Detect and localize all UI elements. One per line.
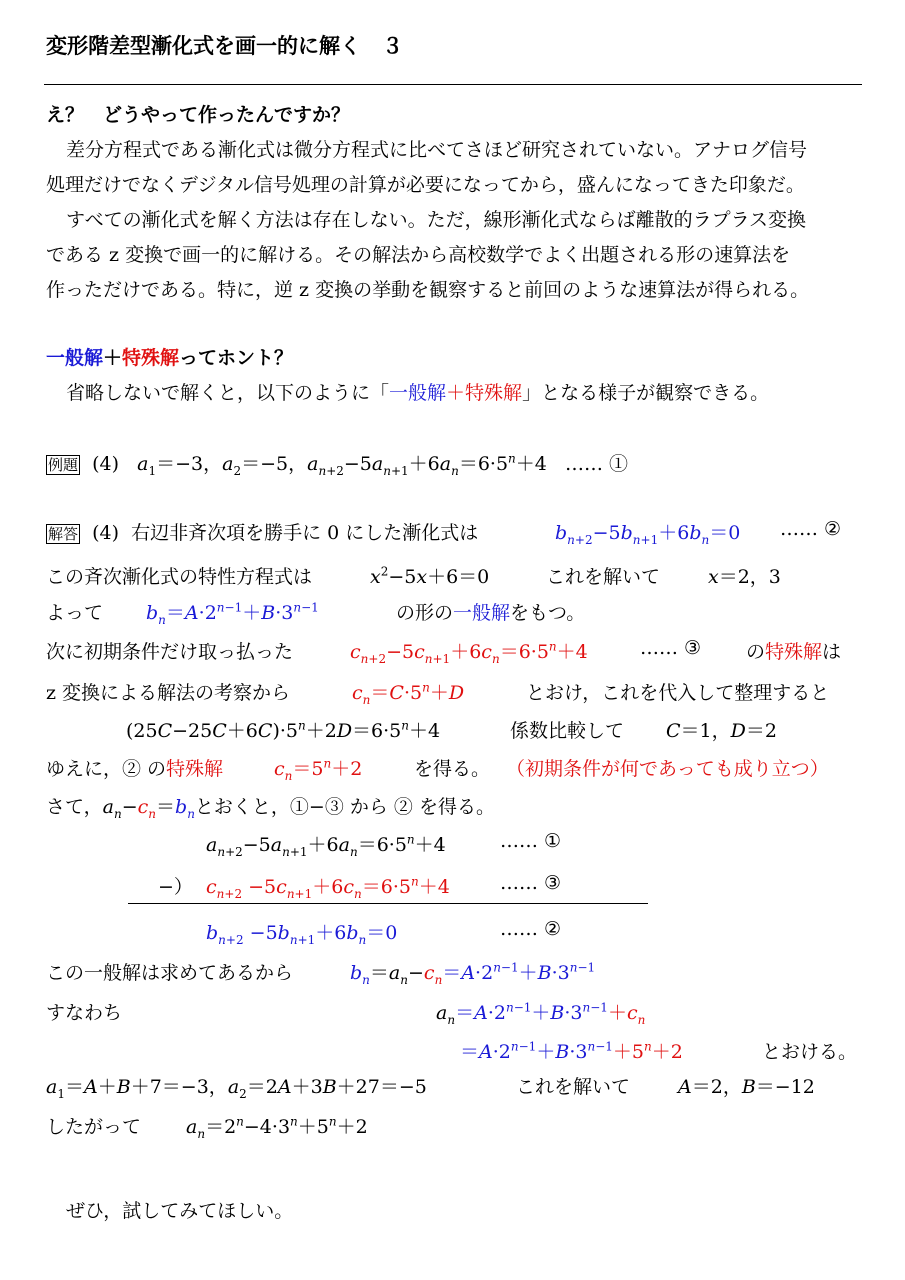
section2-heading: [46, 343, 293, 370]
solution-line2-text: この斉次漸化式の特性方程式は: [46, 566, 313, 588]
closing-remark: ぜひ，試してみてほしい。: [66, 1200, 294, 1222]
solution-line2-text2: これを解いて: [546, 566, 661, 588]
column-eq-2: $b_{n+2} -5b_{n+1}+6b_n=0$: [206, 922, 398, 947]
example-equation: $a_1=-3$，$a_2=-5$，$a_{n+2}-5a_{n+1}+6a_n=6\cdot 5^n+4$: [137, 451, 547, 478]
column-eq-3: $c_{n+2} -5c_{n+1}+6c_n=6\cdot 5^n+4$: [206, 874, 450, 901]
particular-solution-form: $c_n=C\cdot 5^n+D$: [352, 680, 465, 707]
final-answer: $a_n=2^n-4\cdot 3^n+5^n+2$: [186, 1114, 368, 1141]
para1-line2: 処理だけでなくデジタル信号処理の計算が必要になってから，盛んになってきた印象だ。: [46, 174, 805, 196]
heading-particular-solution: 特殊解: [122, 347, 180, 369]
column-minus: −）: [158, 876, 193, 898]
solution-line13-text: すなわち: [46, 1002, 123, 1024]
column-mark-2: …… ②: [500, 918, 562, 940]
an-expression-expanded: $=A\cdot 2^{n-1}+B\cdot 3^{n-1}+5^n+2$: [460, 1039, 683, 1063]
mark-2: …… ②: [780, 518, 842, 540]
solution-line5-text2: とおけ，これを代入して整理すると: [526, 682, 830, 704]
subtraction-rule: [128, 903, 648, 904]
initial-condition-note: （初期条件が何であっても成り立つ）: [506, 758, 829, 780]
column-mark-1: …… ①: [500, 830, 562, 852]
initial-conditions-system: $a_1=A+B+7=-3$，$a_2=2A+3B+27=-5$: [46, 1076, 427, 1101]
nonhomogeneous-equation-c: $c_{n+2}-5c_{n+1}+6c_n=6\cdot 5^n+4$: [350, 639, 588, 666]
characteristic-equation: $x^2-5x+6=0$: [370, 564, 490, 588]
homogeneous-equation-b: $b_{n+2}-5b_{n+1}+6b_n=0$: [555, 522, 741, 547]
solution-line3-text2: の形の一般解をもつ。: [396, 602, 586, 624]
section1-heading: え？ どうやって作ったんですか？: [46, 104, 351, 126]
para2-line1: すべての漸化式を解く方法は存在しない。ただ，線形漸化式ならば離散的ラプラス変換: [66, 209, 807, 231]
solution-line14-text2: とおける。: [762, 1041, 858, 1063]
mark-3: …… ③: [640, 637, 702, 659]
solution-line15-text: これを解いて: [516, 1076, 631, 1098]
solution-line3-text: よって: [46, 602, 104, 624]
solution-line8: さて，$a_n-c_n=b_n$とおくと，①−③ から ② を得る。: [46, 796, 495, 821]
section2-intro: 省略しないで解くと，以下のように「一般解＋特殊解」となる様子が観察できる。: [66, 382, 770, 404]
para2-line2: である z 変換で画一的に解ける。その解法から高校数学でよく出題される形の速算法を: [46, 244, 791, 266]
substituted-equation: $(25C-25C+6C)\cdot 5^n+2D=6\cdot 5^n+4$: [126, 718, 441, 742]
an-expression: $a_n=A\cdot 2^{n-1}+B\cdot 3^{n-1}+c_n$: [436, 1000, 646, 1027]
column-eq-1: $a_{n+2}-5a_{n+1}+6a_n=6\cdot 5^n+4$: [206, 832, 446, 859]
particular-solution: $c_n=5^n+2$: [274, 756, 363, 783]
solution-line7-text: ゆえに，② の特殊解: [46, 758, 224, 780]
solution-line12-text: この一般解は求めてあるから: [46, 962, 294, 984]
substitution: $a_n-c_n=b_n$: [102, 796, 195, 821]
characteristic-roots: x＝2，3: [708, 566, 781, 588]
solution-line6-text: 係数比較して: [510, 720, 625, 742]
title-divider: [44, 84, 862, 85]
page-title: 変形階差型漸化式を画一的に解く ３: [46, 34, 403, 58]
heading-rest: ってホント？: [179, 347, 294, 369]
column-mark-3: …… ③: [500, 872, 562, 894]
constants-values: A＝2，B＝−12: [678, 1076, 815, 1098]
para1-line1: 差分方程式である漸化式は微分方程式に比べてさほど研究されていない。アナログ信号: [66, 139, 808, 161]
coefficients: C＝1，D＝2: [666, 720, 777, 742]
example-label: 例題: [48, 456, 79, 474]
solution-line4-text2: の特殊解は: [746, 641, 842, 663]
solution-line4-text: 次に初期条件だけ取っ払った: [46, 641, 294, 663]
heading-plus: ＋: [103, 347, 123, 369]
solution-line1: 解答 (4) 右辺非斉次項を勝手に 0 にした漸化式は: [48, 522, 479, 544]
solution-line7-text2: を得る。: [414, 758, 491, 780]
solution-label: 解答: [48, 525, 79, 543]
general-solution-b: $b_n=A\cdot 2^{n-1}+B\cdot 3^{n-1}$: [146, 600, 319, 627]
solution-line5-text: z 変換による解法の考察から: [46, 682, 291, 704]
known-general-solution: $b_n=a_n-c_n=A\cdot 2^{n-1}+B\cdot 3^{n-1}$: [350, 960, 596, 987]
solution-line16-text: したがって: [46, 1116, 142, 1138]
heading-general-solution: 一般解: [46, 347, 104, 369]
example-problem: 例題 (4) $a_1=-3$，$a_2=-5$，$a_{n+2}-5a_{n+1}+6a_n=6\cdot 5^n+4$ …… ①: [48, 451, 629, 478]
para2-line3: 作っただけである。特に，逆 z 変換の挙動を観察すると前回のような速算法が得られる。: [46, 279, 810, 301]
